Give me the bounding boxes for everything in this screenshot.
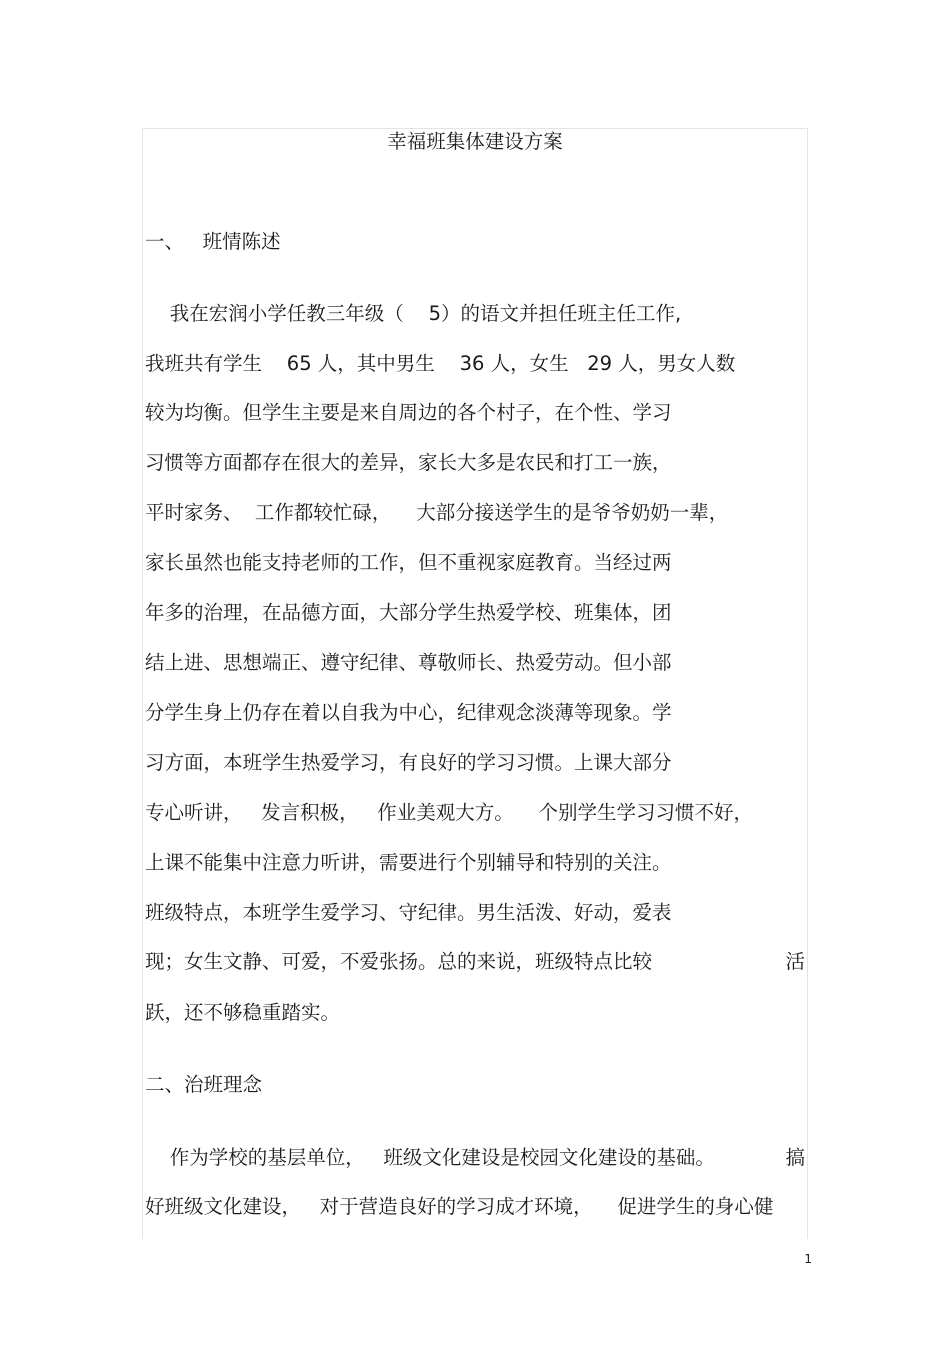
paragraph-line: 平时家务、 工作都较忙碌， 大部分接送学生的是爷爷奶奶一辈， xyxy=(145,501,729,524)
line-text-left: 现；女生文静、可爱，不爱张扬。总的来说，班级特点比较 xyxy=(145,950,653,973)
page-number: 1 xyxy=(804,1252,812,1266)
line-text-right: 搞 xyxy=(785,1146,805,1169)
paragraph-line: 我在宏润小学任教三年级（ 5）的语文并担任班主任工作, xyxy=(145,302,682,325)
section-heading-2: 二、治班理念 xyxy=(145,1073,263,1096)
document-title: 幸福班集体建设方案 xyxy=(387,130,563,153)
line-text-left: 作为学校的基层单位， 班级文化建设是校园文化建设的基础。 xyxy=(145,1146,715,1169)
paragraph-line: 专心听讲， 发言积极， 作业美观大方。 个别学生学习习惯不好， xyxy=(145,801,753,824)
paragraph-line: 上课不能集中注意力听讲，需要进行个别辅导和特别的关注。 xyxy=(145,851,672,874)
paragraph-line-justified xyxy=(145,1143,805,1173)
paragraph-line: 家长虽然也能支持老师的工作，但不重视家庭教育。当经过两 xyxy=(145,551,672,574)
paragraph-line: 分学生身上仍存在着以自我为中心，纪律观念淡薄等现象。学 xyxy=(145,701,672,724)
paragraph-line: 习惯等方面都存在很大的差异，家长大多是农民和打工一族， xyxy=(145,451,672,474)
paragraph-line-justified xyxy=(145,947,805,977)
section-heading-1: 一、 班情陈述 xyxy=(145,230,281,253)
paragraph-line: 习方面，本班学生热爱学习，有良好的学习习惯。上课大部分 xyxy=(145,751,672,774)
paragraph-line: 较为均衡。但学生主要是来自周边的各个村子，在个性、学习 xyxy=(145,401,672,424)
paragraph-line: 好班级文化建设， 对于营造良好的学习成才环境， 促进学生的身心健 xyxy=(145,1195,774,1218)
paragraph-line: 班级特点，本班学生爱学习、守纪律。男生活泼、好动，爱表 xyxy=(145,901,672,924)
paragraph-line: 我班共有学生 65 人，其中男生 36 人，女生 29 人，男女人数 xyxy=(145,352,736,375)
paragraph-line: 跃，还不够稳重踏实。 xyxy=(145,1001,341,1024)
paragraph-line: 结上进、思想端正、遵守纪律、尊敬师长、热爱劳动。但小部 xyxy=(145,651,672,674)
line-text-right: 活 xyxy=(785,950,805,973)
paragraph-line: 年多的治理，在品德方面，大部分学生热爱学校、班集体，团 xyxy=(145,601,672,624)
